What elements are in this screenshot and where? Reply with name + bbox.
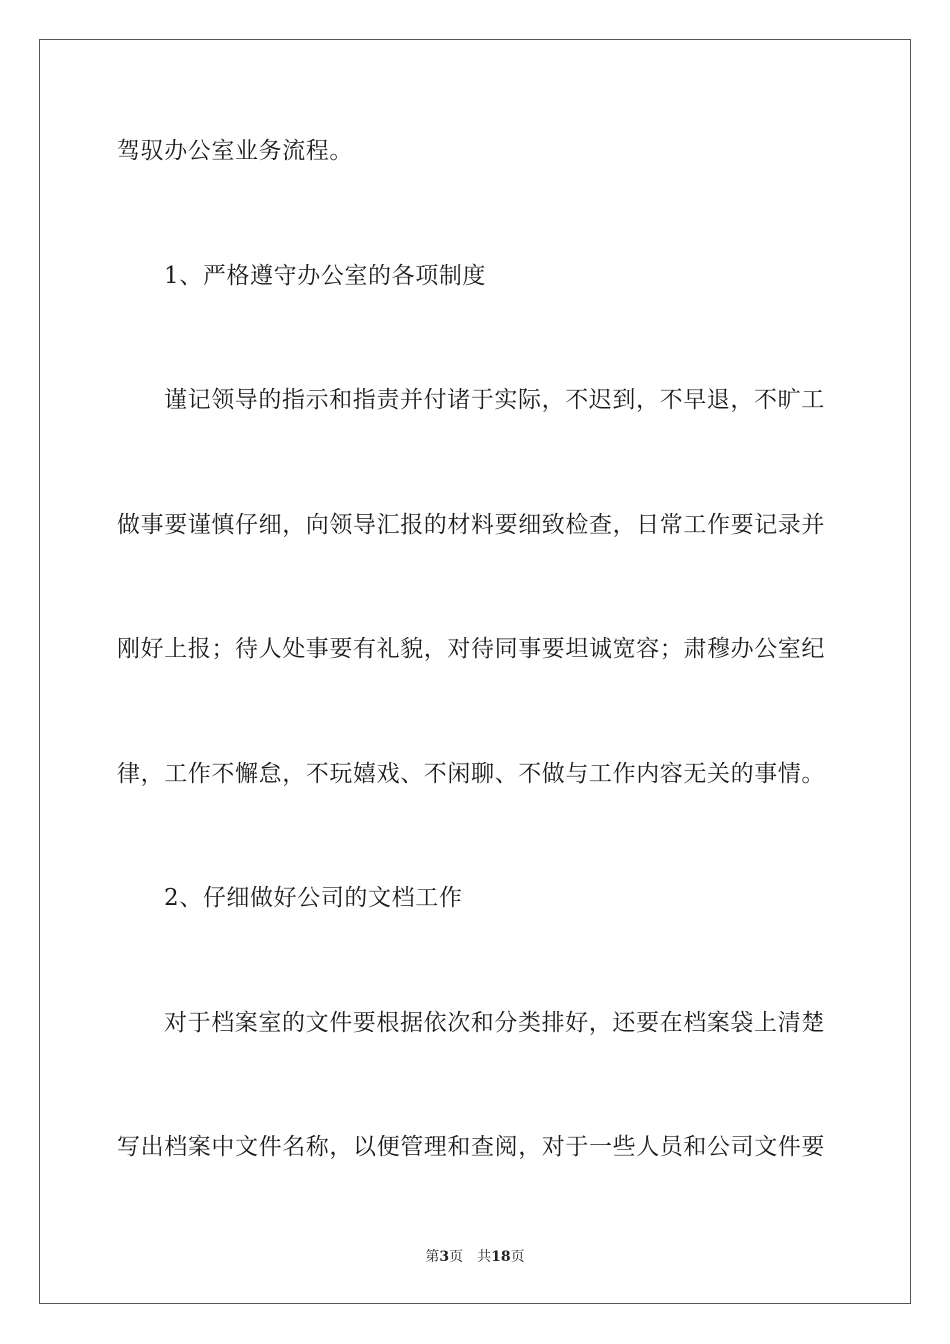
- page-border: [39, 39, 911, 1304]
- section-heading: 1、严格遵守办公室的各项制度: [164, 263, 487, 289]
- page-footer: [0, 1248, 950, 1266]
- paragraph-line: 做事要谨慎仔细，向领导汇报的材料要细致检查，日常工作要记录并: [117, 512, 825, 538]
- page-number: 3: [439, 1249, 450, 1265]
- paragraph-line: 谨记领导的指示和指责并付诸于实际，不迟到，不早退，不旷工: [164, 387, 825, 413]
- total-suffix: 页: [510, 1249, 525, 1265]
- paragraph-line: 写出档案中文件名称，以便管理和查阅，对于一些人员和公司文件要: [117, 1134, 825, 1160]
- section-heading: 2、仔细做好公司的文档工作: [164, 885, 463, 911]
- paragraph-line: 刚好上报；待人处事要有礼貌，对待同事要坦诚宽容；肃穆办公室纪: [117, 636, 825, 662]
- page-prefix: 第: [425, 1249, 440, 1265]
- paragraph-line: 对于档案室的文件要根据依次和分类排好，还要在档案袋上清楚: [164, 1010, 825, 1036]
- page-total: 18: [491, 1249, 511, 1265]
- total-prefix: 共: [477, 1249, 492, 1265]
- page-suffix: 页: [449, 1249, 464, 1265]
- paragraph-line: 律，工作不懈怠，不玩嬉戏、不闲聊、不做与工作内容无关的事情。: [117, 761, 825, 787]
- paragraph-line: 驾驭办公室业务流程。: [117, 138, 353, 164]
